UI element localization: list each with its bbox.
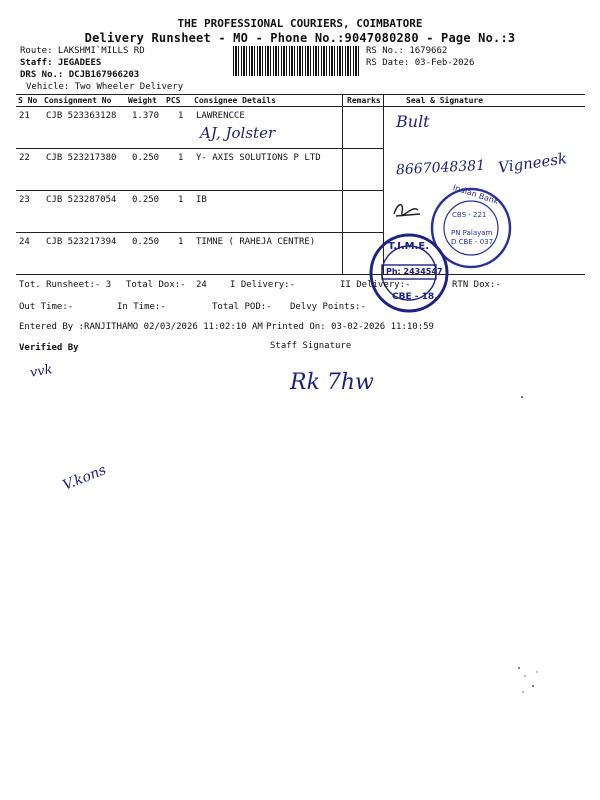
printed-on: Printed On: 03-02-2026 11:10:59	[266, 322, 434, 332]
verified-initials: vvk	[28, 362, 54, 381]
scribble-signature-icon	[392, 200, 422, 220]
route-label: Route: LAKSHMI`MILLS RD	[20, 46, 145, 56]
row-sno: 23	[19, 195, 30, 205]
row-divider	[16, 148, 384, 149]
table-top-rule	[16, 94, 585, 95]
row-pcs: 1	[178, 237, 184, 247]
table-header-rule	[16, 106, 585, 107]
row-sno: 24	[19, 237, 30, 247]
row-sno: 22	[19, 153, 30, 163]
row-consignee: TIMNE ( RAHEJA CENTRE)	[196, 237, 316, 247]
bank-stamp-code: CBS - 221	[452, 211, 487, 219]
col-consignee: Consignee Details	[194, 96, 276, 105]
out-time: Out Time:-	[19, 302, 74, 312]
bank-stamp-code2: D CBE - 037	[451, 238, 494, 246]
total-pod: Total POD:-	[212, 302, 272, 312]
handwritten-signature: Bult	[396, 112, 430, 131]
time-stamp-phone: Ph: 2434547	[386, 267, 443, 276]
verified-by-label: Verified By	[19, 343, 79, 353]
row-pcs: 1	[178, 195, 184, 205]
ii-delivery: II Delivery:-	[340, 280, 411, 290]
handwritten-phone: 8667048381	[395, 157, 486, 179]
row-consignment: CJB 523217380	[46, 153, 117, 163]
rs-number: RS No.: 1679662	[366, 46, 448, 56]
col-consignment: Consignment No	[44, 96, 112, 105]
row-divider	[16, 190, 384, 191]
row-consignee: Y- AXIS SOLUTIONS P LTD	[196, 153, 321, 163]
col-seal-signature: Seal & Signature	[406, 96, 484, 105]
bank-stamp-branch: PN Palayam	[451, 229, 493, 237]
tot-runsheet: Tot. Runsheet:- 3	[19, 280, 112, 290]
extra-signature: V.kons	[60, 462, 109, 494]
row-sno: 21	[19, 111, 30, 121]
row-consignment: CJB 523363128	[46, 111, 117, 121]
col-remarks: Remarks	[347, 96, 381, 105]
delvy-points: Delvy Points:-	[290, 302, 366, 312]
row-pcs: 1	[178, 111, 184, 121]
total-dox-label: Total Dox:-	[126, 280, 186, 290]
rs-date: RS Date: 03-Feb-2026	[366, 58, 475, 68]
row-divider	[16, 232, 384, 233]
row-weight: 0.250	[132, 153, 160, 163]
handwritten-receiver-name: AJ, Jolster	[200, 124, 276, 142]
table-bottom-rule	[16, 274, 585, 275]
entered-by: Entered By :RANJITHAMO 02/03/2026 11:02:10 AM	[19, 322, 263, 332]
column-divider	[342, 95, 343, 275]
row-consignee: LAWRENCCE	[196, 111, 245, 121]
row-weight: 0.250	[132, 195, 160, 205]
col-pcs: PCS	[166, 96, 181, 105]
ink-speck	[519, 394, 525, 400]
rtn-dox: RTN Dox:-	[452, 280, 501, 290]
time-stamp-city: CBE - 18.	[392, 292, 438, 302]
row-weight: 1.370	[132, 111, 160, 121]
staff-signature: Rk 7hw	[290, 370, 374, 395]
row-consignment: CJB 523217394	[46, 237, 117, 247]
barcode	[233, 46, 361, 76]
col-sno: S No	[18, 96, 38, 105]
col-weight: Weight	[128, 96, 157, 105]
handwritten-signature: Vigneesk	[497, 149, 569, 177]
row-pcs: 1	[178, 153, 184, 163]
drs-number: DRS No.: DCJB167966203	[20, 70, 140, 80]
in-time: In Time:-	[117, 302, 166, 312]
time-stamp-name: T.I.M.E.	[388, 241, 430, 252]
staff-signature-label: Staff Signature	[270, 341, 352, 351]
company-title: THE PROFESSIONAL COURIERS, COIMBATORE	[177, 17, 423, 30]
row-weight: 0.250	[132, 237, 160, 247]
vehicle-label: Vehicle: Two Wheeler Delivery	[26, 82, 184, 92]
bank-stamp-name: Indian Bank	[451, 182, 500, 207]
row-consignment: CJB 523287054	[46, 195, 117, 205]
row-consignee: IB	[196, 195, 207, 205]
i-delivery: I Delivery:-	[230, 280, 296, 290]
runsheet-subtitle: Delivery Runsheet - MO - Phone No.:9047080280 - Page No.:3	[84, 31, 516, 45]
ink-specks	[515, 662, 555, 702]
total-dox-value: 24	[196, 280, 207, 290]
staff-label: Staff: JEGADEES	[20, 58, 102, 68]
